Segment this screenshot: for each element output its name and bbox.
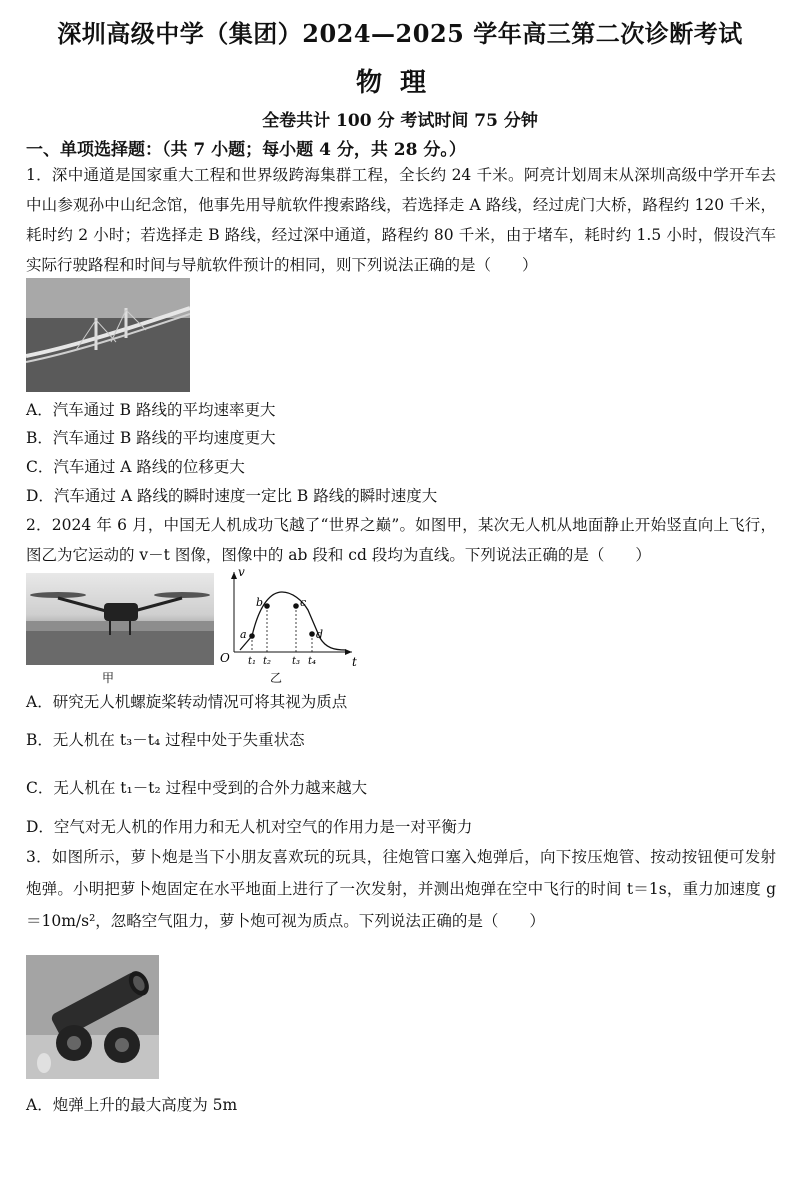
- q2-option-d: D．空气对无人机的作用力和无人机对空气的作用力是一对平衡力: [26, 818, 473, 836]
- q1-option-c: C．汽车通过 A 路线的位移更大: [26, 458, 245, 476]
- q2-stem: 2．2024 年 6 月，中国无人机成功飞越了“世界之巅”。如图甲，某次无人机从地面静止开始竖直向上飞行，图乙为它运动的 v－t 图像，图像中的 ab 段和 cd 段均为直线。下列说法正确的是（ ）: [26, 516, 776, 564]
- q1-stem: 1．深中通道是国家重大工程和世界级跨海集群工程，全长约 24 千米。阿亮计划周末从深圳高级中学开车去中山参观孙中山纪念馆，他事先用导航软件搜索路线，若选择走 A 路线，经过虎门大桥，路程约 120 千米，耗时约 2 小时；若选择走 B 路线，经过深中通道，路程约 80 千米，由于堵车，耗时约 1.5 小时，假设汽车实际行驶路程和时间与导航软件预计的相同，则下列说法正确的是（ ）: [26, 166, 776, 274]
- origin-label: O: [220, 651, 230, 665]
- q3-option-a: A．炮弹上升的最大高度为 5m: [26, 1096, 238, 1114]
- tick-t4: t₄: [308, 656, 317, 667]
- section-heading: 一、单项选择题：（共 7 小题；每小题 4 分，共 28 分。）: [26, 140, 466, 160]
- tick-t1: t₁: [248, 656, 257, 667]
- label-d: d: [316, 628, 324, 641]
- exam-meta: 全卷共计 100 分 考试时间 75 分钟: [262, 111, 538, 131]
- cannon-photo: [26, 955, 159, 1079]
- q1-option-d: D．汽车通过 A 路线的瞬时速度一定比 B 路线的瞬时速度大: [26, 487, 438, 505]
- label-a: a: [240, 628, 247, 641]
- label-c: c: [300, 596, 307, 609]
- q2-option-c: C．无人机在 t₁－t₂ 过程中受到的合外力越来越大: [26, 779, 368, 797]
- vt-graph: [212, 562, 362, 684]
- q1-option-a: A．汽车通过 B 路线的平均速率更大: [26, 401, 276, 419]
- axis-v-label: v: [238, 565, 245, 579]
- axis-t-label: t: [352, 655, 357, 669]
- q2-option-b: B．无人机在 t₃－t₄ 过程中处于失重状态: [26, 731, 305, 749]
- drone-photo: [26, 573, 214, 665]
- q2-option-a: A．研究无人机螺旋桨转动情况可将其视为质点: [26, 693, 348, 711]
- label-b: b: [256, 596, 264, 609]
- tick-t2: t₂: [263, 656, 272, 667]
- q3-stem: 3．如图所示，萝卜炮是当下小朋友喜欢玩的玩具，往炮管口塞入炮弹后，向下按压炮管、按动按钮便可发射炮弹。小明把萝卜炮固定在水平地面上进行了一次发射，并测出炮弹在空中飞行的时间 t＝1s，重力加速度 g＝10m/s²，忽略空气阻力，萝卜炮可视为质点。下列说法正确的是（ ）: [26, 848, 776, 930]
- fig-caption-yi: 乙: [270, 671, 283, 685]
- q1-option-b: B．汽车通过 B 路线的平均速度更大: [26, 429, 276, 447]
- fig-caption-jia: 甲: [102, 671, 115, 685]
- bridge-photo: [26, 278, 190, 392]
- exam-subject: 物理: [355, 68, 444, 98]
- exam-title: 深圳高级中学（集团）2024—2025 学年高三第二次诊断考试: [57, 19, 743, 48]
- tick-t3: t₃: [292, 656, 301, 667]
